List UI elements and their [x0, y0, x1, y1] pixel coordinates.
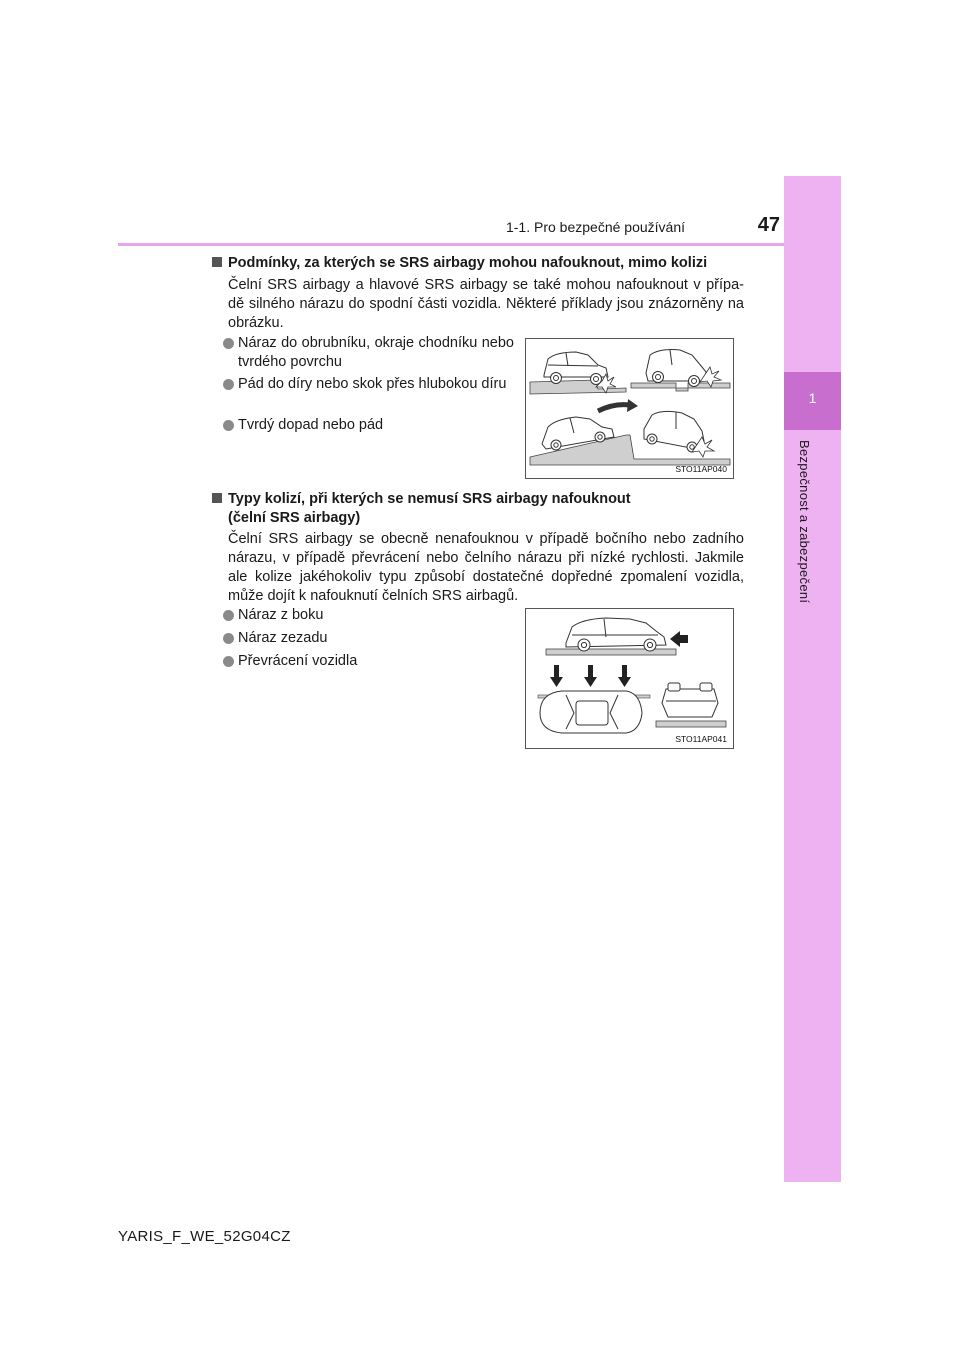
- chapter-side-tab: [784, 176, 841, 1182]
- figure-code: STO11AP040: [675, 464, 727, 474]
- section-heading-text: Podmínky, za kterých se SRS airbagy mohou nafouknout, mimo kolizi: [228, 255, 708, 271]
- footer-model-code: YARIS_F_WE_52G04CZ: [118, 1228, 291, 1245]
- list-item: Převrácení vozidla: [238, 652, 514, 671]
- square-bullet-icon: [212, 257, 222, 267]
- page-number: 47: [757, 214, 780, 236]
- figure-non-deployment-collisions: [525, 608, 734, 749]
- section-heading: [212, 490, 752, 509]
- chapter-number: 1: [808, 390, 817, 406]
- section-paragraph: Čelní SRS airbagy a hlavové SRS airbagy se také mohou nafouknout v přípa- dě silného nárazu do spodní části vozidla. Některé příklady jsou znázorněny na obrázku.: [228, 277, 744, 331]
- chapter-title: Bezpečnost a zabezpečení: [797, 440, 812, 604]
- bullet-dot-icon: [223, 610, 234, 621]
- section-heading: [212, 254, 752, 273]
- square-bullet-icon: [212, 493, 222, 503]
- list-item: Náraz do obrubníku, okraje chodníku nebo tvrdého povrchu: [238, 334, 514, 372]
- car-collision-types-illustration: [526, 609, 733, 748]
- figure-airbag-conditions: [525, 338, 734, 479]
- list-item: Tvrdý dopad nebo pád: [238, 416, 514, 435]
- list-item: Pád do díry nebo skok přes hlubokou díru: [238, 375, 514, 394]
- bullet-dot-icon: [223, 338, 234, 349]
- bullet-dot-icon: [223, 656, 234, 667]
- bullet-dot-icon: [223, 379, 234, 390]
- section-heading-line2: (čelní SRS airbagy): [228, 510, 361, 526]
- header-section-title: 1-1. Pro bezpečné používání: [505, 219, 685, 235]
- figure-code: STO11AP041: [675, 734, 727, 744]
- header-divider: [118, 243, 784, 246]
- car-impact-illustration: [526, 339, 733, 478]
- list-item: Náraz zezadu: [238, 629, 514, 648]
- section-paragraph: Čelní SRS airbagy se obecně nenafouknou v případě bočního nebo zadního nárazu, v případě převrácení nebo čelního nárazu při nízké rychlosti. Jakmile ale kolize jakéhokoliv typu způsobí dostatečné dopředné zpomalení vozidla, může dojít k nafouknutí čelních SRS airbagů.: [228, 531, 744, 604]
- bullet-dot-icon: [223, 633, 234, 644]
- section-heading-text: Typy kolizí, při kterých se nemusí SRS airbagy nafouknout: [228, 491, 631, 507]
- bullet-dot-icon: [223, 420, 234, 431]
- list-item: Náraz z boku: [238, 606, 514, 625]
